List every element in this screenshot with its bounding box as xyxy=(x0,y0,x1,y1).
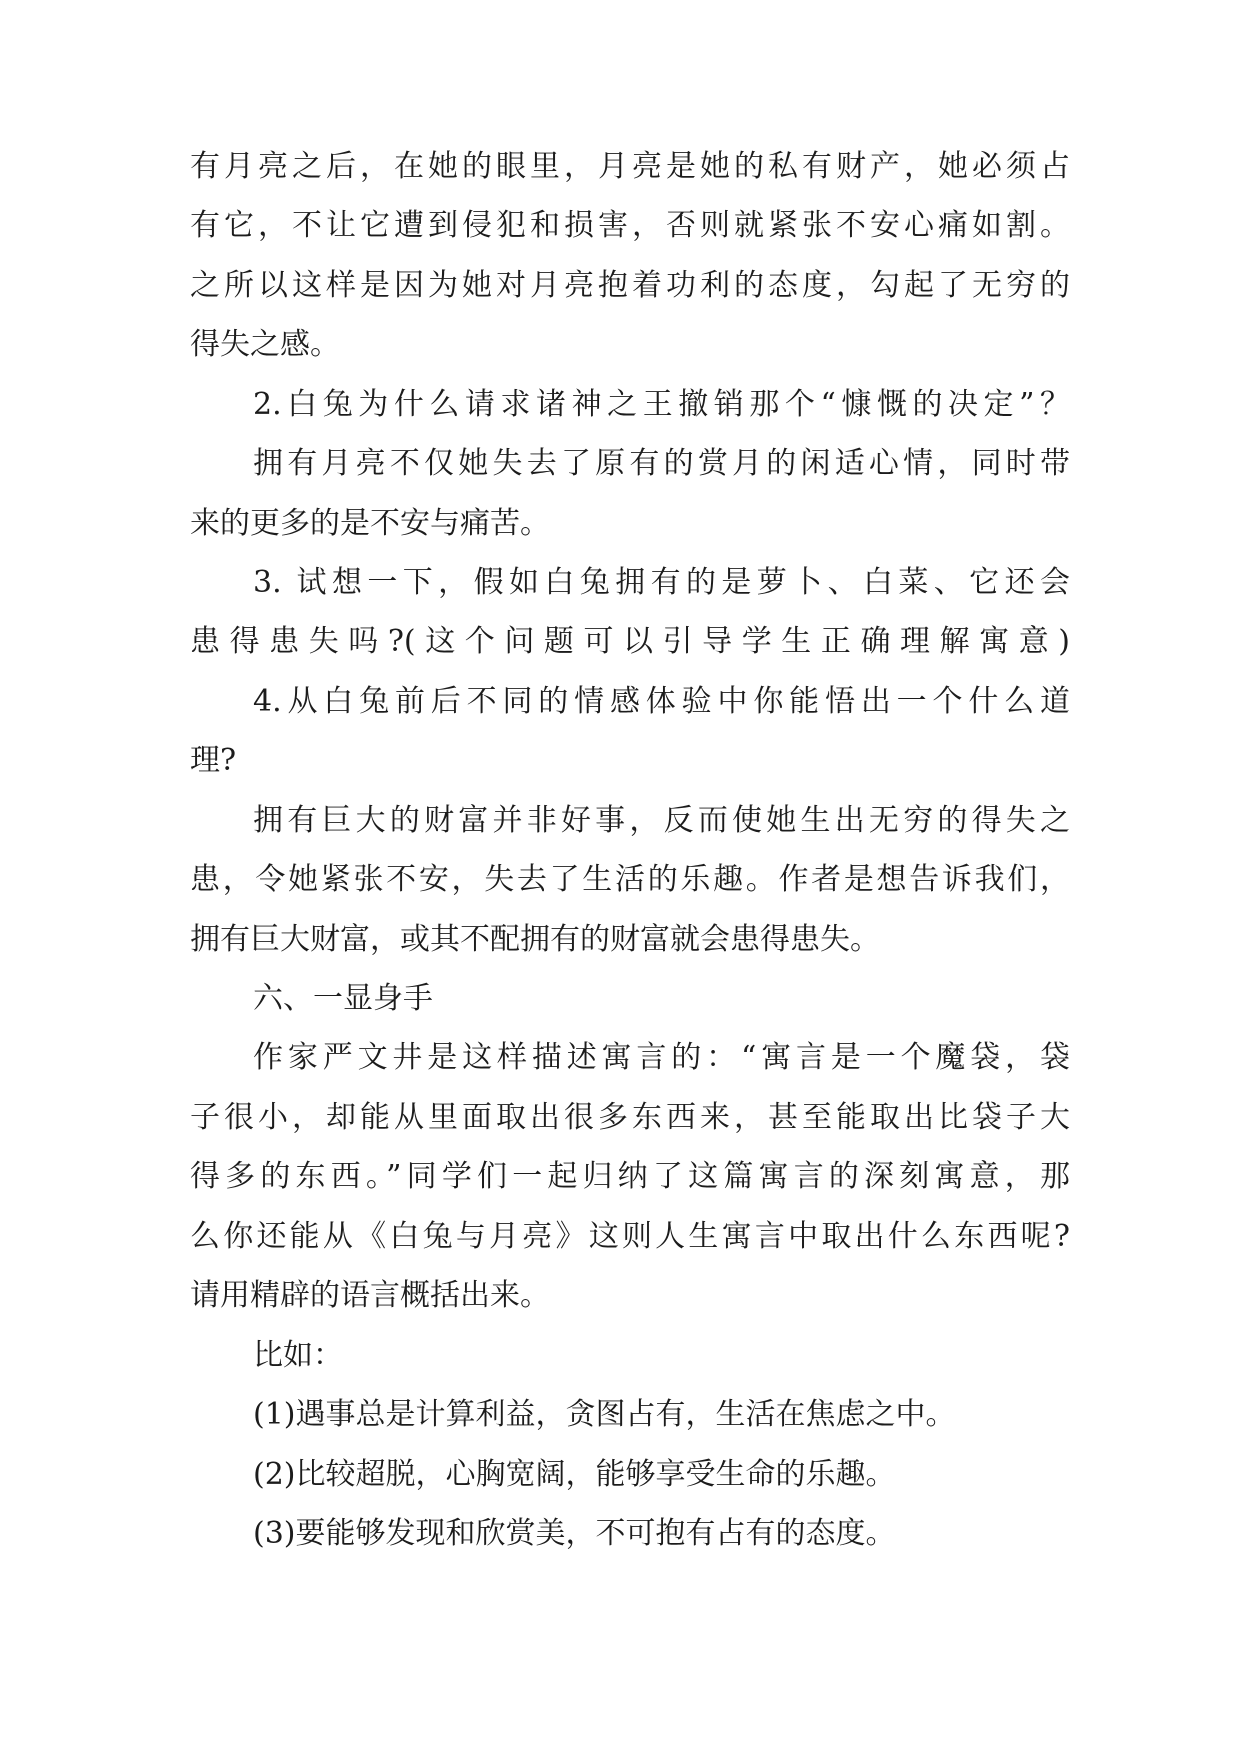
list-item: (1)遇事总是计算利益，贪图占有，生活在焦虑之中。 xyxy=(253,1397,956,1432)
text-line: 拥有巨大的财富并非好事，反而使她生出无穷的得失之 xyxy=(253,803,1070,838)
text-line: 得多的东西。”同学们一起归纳了这篇寓言的深刻寓意，那 xyxy=(190,1159,1070,1194)
text-line: 患得患失吗?(这个问题可以引导学生正确理解寓意) xyxy=(190,624,1070,659)
text-line: 请用精辟的语言概括出来。 xyxy=(190,1278,550,1313)
text-line: 拥有巨大财富，或其不配拥有的财富就会患得患失。 xyxy=(190,922,880,957)
text-line: 子很小，却能从里面取出很多东西来，甚至能取出比袋子大 xyxy=(190,1100,1070,1135)
text-line: 3. 试想一下，假如白兔拥有的是萝卜、白菜、它还会 xyxy=(253,565,1070,600)
text-line: 有月亮之后，在她的眼里，月亮是她的私有财产，她必须占 xyxy=(190,149,1070,184)
section-heading: 六、一显身手 xyxy=(253,981,433,1016)
text-line: 么你还能从《白兔与月亮》这则人生寓言中取出什么东西呢? xyxy=(190,1219,1070,1254)
text-line: 拥有月亮不仅她失去了原有的赏月的闲适心情，同时带 xyxy=(253,446,1070,481)
text-line: 来的更多的是不安与痛苦。 xyxy=(190,506,550,541)
list-item: (2)比较超脱，心胸宽阔，能够享受生命的乐趣。 xyxy=(253,1457,896,1492)
text-line: 4.从白兔前后不同的情感体验中你能悟出一个什么道 xyxy=(253,684,1070,719)
list-item: (3)要能够发现和欣赏美，不可抱有占有的态度。 xyxy=(253,1516,896,1551)
text-line: 得失之感。 xyxy=(190,327,340,362)
text-line: 2.白兔为什么请求诸神之王撤销那个“慷慨的决定”？ xyxy=(253,387,1070,422)
text-line: 患，令她紧张不安，失去了生活的乐趣。作者是想告诉我们， xyxy=(190,862,1070,897)
text-line: 作家严文井是这样描述寓言的：“寓言是一个魔袋，袋 xyxy=(253,1040,1070,1075)
text-line: 比如： xyxy=(253,1338,343,1373)
text-line: 之所以这样是因为她对月亮抱着功利的态度，勾起了无穷的 xyxy=(190,268,1070,303)
text-line: 理? xyxy=(190,743,237,778)
text-line: 有它，不让它遭到侵犯和损害，否则就紧张不安心痛如割。 xyxy=(190,208,1070,243)
